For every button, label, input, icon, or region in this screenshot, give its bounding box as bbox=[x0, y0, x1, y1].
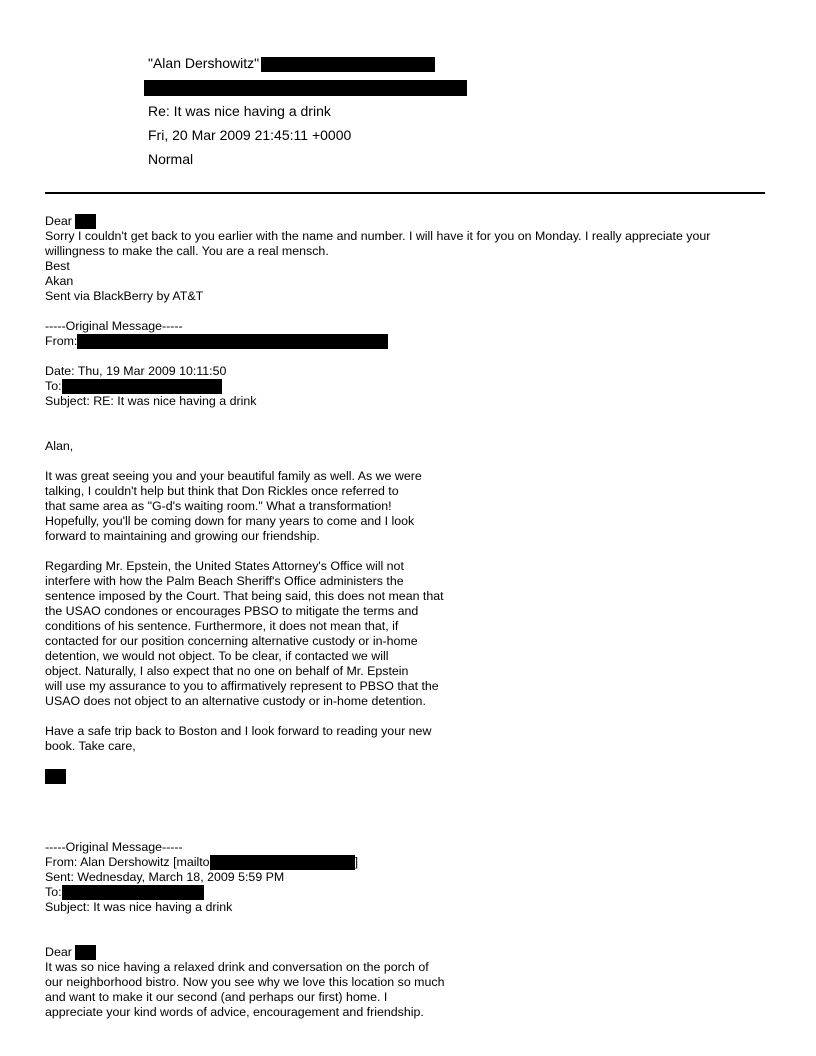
original-subject-1: Subject: RE: It was nice having a drink bbox=[45, 394, 257, 408]
reply-closing: Best bbox=[45, 259, 70, 273]
original-para-2-1: It was so nice having a relaxed drink and conversation on the porch of our neighborhood bistro. Now you see why we love this location so much and want to make it our second (and perhaps our first) home. I appreciate your kind words of advice, encouragement and friendship. bbox=[45, 960, 445, 1019]
date-value: Fri, 20 Mar 2009 21:45:11 +0000 bbox=[148, 127, 352, 143]
original-greeting-2: Dear bbox=[45, 945, 775, 960]
original-para-2: Regarding Mr. Epstein, the United States Attorney's Office will not interfere with how the Palm Beach Sheriff's Office administers the sentence imposed by the Court. That being said, this does not mean that the USAO condones or encourages PBSO to mitigate the terms and conditions of his sentence. Furthermore, it does not mean that, if contacted for our position concerning alternative custody or in-home detention, we would not object. To be clear, if contacted we will object. Naturally, I also expect that no one on behalf of Mr. Epstein will use my assurance to you to affirmatively represent to PBSO that the USAO does not object to an alternative custody or in-home detention. bbox=[45, 559, 444, 708]
reply-sent-via: Sent via BlackBerry by AT&T bbox=[45, 289, 204, 303]
to-value bbox=[144, 79, 467, 96]
redacted-to-address bbox=[144, 80, 467, 96]
redacted-recipient-name-2 bbox=[75, 945, 96, 960]
redacted-from-address bbox=[261, 57, 435, 72]
reply-line-2: willingness to make the call. You are a real mensch. bbox=[45, 244, 329, 258]
email-body bbox=[45, 214, 775, 1020]
original-separator-1: -----Original Message----- bbox=[45, 319, 183, 333]
original-sent-2: Sent: Wednesday, March 18, 2009 5:59 PM bbox=[45, 870, 285, 884]
redacted-sender-signature bbox=[45, 769, 66, 784]
original-from-2: From: Alan Dershowitz [mailto ] bbox=[45, 855, 359, 869]
original-salutation-1: Alan, bbox=[45, 439, 74, 453]
redacted-recipient-name bbox=[75, 214, 96, 229]
subject-value: Re: It was nice having a drink bbox=[148, 103, 331, 119]
redacted-from-1 bbox=[77, 334, 388, 349]
original-to-1: To: bbox=[45, 379, 775, 394]
reply-greeting: Dear bbox=[45, 214, 775, 229]
from-value bbox=[148, 55, 435, 72]
original-separator-2: -----Original Message----- bbox=[45, 840, 183, 854]
header-divider bbox=[45, 192, 765, 194]
importance-value: Normal bbox=[148, 151, 194, 167]
redacted-mailto-address bbox=[210, 855, 355, 870]
reply-signature: Akan bbox=[45, 274, 74, 288]
from-name: "Alan Dershowitz" bbox=[148, 55, 260, 71]
original-from-1: From: bbox=[45, 334, 775, 349]
reply-line-1: Sorry I couldn't get back to you earlier with the name and number. I will have it for you on Monday. I really appreciate your bbox=[45, 229, 711, 243]
original-para-3: Have a safe trip back to Boston and I look forward to reading your new book. Take care, bbox=[45, 724, 432, 753]
original-para-1: It was great seeing you and your beautiful family as well. As we were talking, I couldn't help but think that Don Rickles once referred to that same area as "G-d's waiting room." What a transformation! Hopefully, you'll be coming down for many years to come and I look forward to maintaining and growing our friendship. bbox=[45, 469, 422, 543]
original-subject-2: Subject: It was nice having a drink bbox=[45, 900, 233, 914]
redacted-to-1 bbox=[62, 379, 222, 394]
redacted-to-2 bbox=[62, 885, 204, 900]
original-to-2: To: bbox=[45, 885, 775, 900]
original-date-1: Date: Thu, 19 Mar 2009 10:11:50 bbox=[45, 364, 227, 378]
original-signoff-1 bbox=[45, 769, 775, 784]
